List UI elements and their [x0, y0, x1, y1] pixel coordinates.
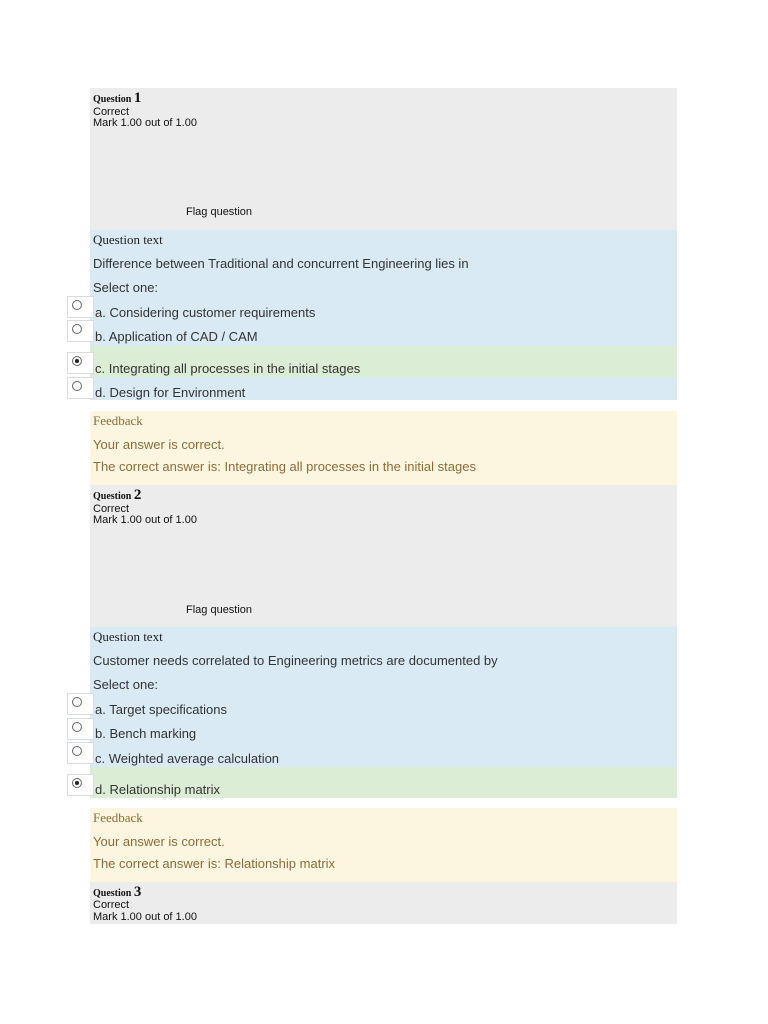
answer-label[interactable]: a. Target specifications [95, 702, 227, 717]
question-grade: Mark 1.00 out of 1.00 [93, 514, 197, 526]
radio-container [67, 296, 94, 318]
feedback-result: Your answer is correct. [93, 834, 225, 849]
answer-option[interactable] [90, 747, 677, 767]
answer-radio-d-checked[interactable] [72, 778, 82, 788]
radio-container [67, 718, 94, 740]
question-grade: Mark 1.00 out of 1.00 [93, 117, 197, 129]
answer-label[interactable]: d. Design for Environment [95, 385, 246, 400]
question-formulation [90, 627, 677, 798]
answer-option-selected[interactable] [90, 767, 677, 798]
question-info [90, 88, 677, 230]
feedback-heading: Feedback [93, 413, 143, 428]
answer-radio-c[interactable] [72, 746, 82, 756]
answer-option[interactable] [90, 326, 677, 346]
question-text-heading: Question text [93, 232, 163, 247]
flag-question-link[interactable]: Flag question [186, 206, 253, 218]
radio-container [67, 320, 94, 342]
correct-answer-text: The correct answer is: Integrating all processes in the initial stages [93, 459, 476, 474]
radio-container [67, 774, 94, 796]
feedback-heading: Feedback [93, 810, 143, 825]
select-one-prompt: Select one: [93, 677, 159, 692]
question-text-heading: Question text [93, 629, 163, 644]
flag-question-link[interactable]: Flag question [186, 604, 253, 616]
answer-label[interactable]: b. Bench marking [95, 726, 197, 741]
answer-option[interactable] [90, 697, 677, 723]
question-number-value: 1 [133, 90, 142, 106]
correct-answer-text: The correct answer is: Relationship matrix [93, 856, 336, 871]
answer-label[interactable]: b. Application of CAD / CAM [95, 329, 258, 344]
question-number: Question 2 [93, 487, 142, 503]
answer-radio-b[interactable] [72, 722, 82, 732]
question-info [90, 485, 677, 627]
question-formulation [90, 230, 677, 400]
answer-option[interactable] [90, 377, 677, 400]
question-number: Question 3 [93, 884, 142, 900]
answer-option[interactable] [90, 300, 677, 326]
question-text: Difference between Traditional and concurrent Engineering lies in [93, 256, 469, 271]
answer-option-selected[interactable] [90, 346, 677, 377]
answer-radio-a[interactable] [72, 300, 82, 310]
question-number: Question 1 [93, 90, 142, 106]
radio-container [67, 377, 94, 399]
question-number-value: 2 [133, 487, 142, 503]
feedback-result: Your answer is correct. [93, 437, 225, 452]
answer-radio-a[interactable] [72, 697, 82, 707]
answer-radio-d[interactable] [72, 381, 82, 391]
answer-radio-b[interactable] [72, 324, 82, 334]
answer-label[interactable]: d. Relationship matrix [95, 782, 220, 797]
feedback-panel [90, 411, 677, 485]
answer-label[interactable]: a. Considering customer requirements [95, 305, 316, 320]
answer-label[interactable]: c. Integrating all processes in the initial stages [95, 361, 361, 376]
answer-radio-c-checked[interactable] [72, 356, 82, 366]
question-state: Correct [93, 503, 130, 515]
question-text: Customer needs correlated to Engineering metrics are documented by [93, 653, 498, 668]
radio-container [67, 742, 94, 764]
feedback-panel [90, 808, 677, 882]
question-grade: Mark 1.00 out of 1.00 [93, 911, 197, 923]
answer-label[interactable]: c. Weighted average calculation [95, 751, 280, 766]
question-state: Correct [93, 106, 130, 118]
radio-container [67, 352, 94, 374]
question-number-value: 3 [133, 884, 142, 900]
answer-option[interactable] [90, 723, 677, 747]
select-one-prompt: Select one: [93, 280, 159, 295]
radio-container [67, 693, 94, 715]
question-state: Correct [93, 899, 130, 911]
question-info [90, 882, 677, 924]
